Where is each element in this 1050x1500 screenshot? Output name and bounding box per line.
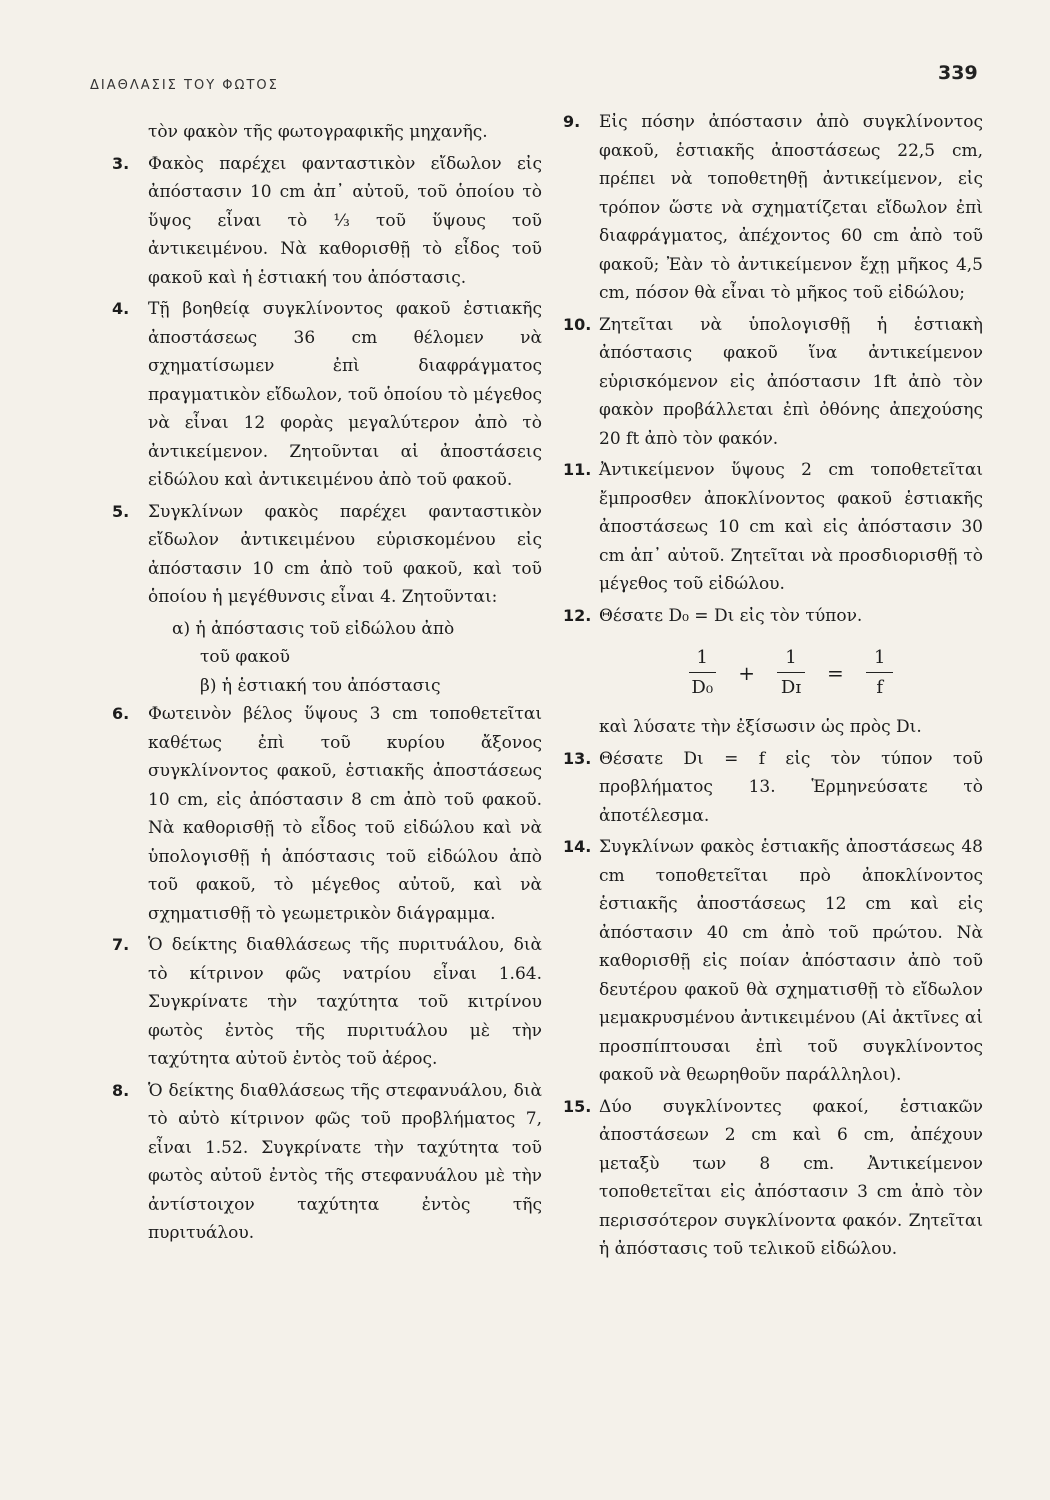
problem-text: Φακὸς παρέχει φανταστικὸν εἴδωλον εἰς ἀπόστασιν 10 cm ἀπ᾽ αὐτοῦ, τοῦ ὁποίου τὸ ὕψος εἶναι τὸ ⅓ τοῦ ὕψους τοῦ ἀντικειμένου. Νὰ καθορισθῇ τὸ εἶδος τοῦ φακοῦ καὶ ἡ ἑστιακή του ἀπόστασις. xyxy=(148,153,542,288)
left-column xyxy=(112,118,542,1251)
problem-number: 7. xyxy=(112,935,130,954)
fraction-numerator: 1 xyxy=(777,646,804,673)
problem-number: 12. xyxy=(563,605,592,625)
problem-6 xyxy=(112,700,542,928)
problem-continuation: τὸν φακὸν τῆς φωτογραφικῆς μηχανῆς. xyxy=(148,122,488,142)
problem-number: 13. xyxy=(563,748,592,768)
problem-10 xyxy=(563,311,983,454)
problem-11 xyxy=(563,456,983,599)
problem-15 xyxy=(563,1093,983,1264)
problem-9 xyxy=(563,108,983,308)
problem-text: Ὁ δείκτης διαθλάσεως τῆς στεφανυάλου, διὰ τὸ αὐτὸ κίτρινον φῶς τοῦ προβλήματος 7, εἶναι 1.52. Συγκρίνατε τὴν ταχύτητα τοῦ φωτὸς αὐτοῦ ἐντὸς τῆς στεφανυάλου μὲ τὴν ἀντίστοιχον ταχύτητα ἐντὸς τῆς πυριτυάλου. xyxy=(148,1080,542,1243)
fraction-numerator: 1 xyxy=(689,646,716,673)
problem-text: Δύο συγκλίνοντες φακοί, ἑστιακῶν ἀποστάσεων 2 cm καὶ 6 cm, ἀπέχουν μεταξὺ των 8 cm. Ἀντικείμενον τοποθετεῖται εἰς ἀπόστασιν 3 cm ἀπὸ τὸν περισσότερον συγκλίνοντα φακόν. Ζητεῖται ἡ ἀπόστασις τοῦ τελικοῦ εἰδώλου. xyxy=(599,1096,983,1259)
problem-14 xyxy=(563,833,983,1090)
problem-number: 4. xyxy=(112,299,130,318)
fraction-denominator: Dɪ xyxy=(780,677,802,698)
problem-text: Φωτεινὸν βέλος ὕψους 3 cm τοποθετεῖται καθέτως ἐπὶ τοῦ κυρίου ἄξονος συγκλίνοντος φακοῦ, ἑστιακῆς ἀποστάσεως 10 cm, εἰς ἀπόστασιν 8 cm ἀπὸ τοῦ φακοῦ. Νὰ καθορισθῇ τὸ εἶδος τοῦ εἰδώλου καὶ νὰ ὑπολογισθῇ ἡ ἀπόστασις τοῦ εἰδώλου ἀπὸ τοῦ φακοῦ, τὸ μέγεθος αὐτοῦ, καὶ νὰ σχηματισθῇ τὸ γεωμετρικὸν διάγραμμα. xyxy=(148,704,542,924)
problem-text: Θέσατε Dι = f εἰς τὸν τύπον τοῦ προβλήματος 13. Ἑρμηνεύσατε τὸ ἀποτέλεσμα. xyxy=(599,748,983,826)
fraction-numerator: 1 xyxy=(866,646,893,673)
fraction-denominator: D₀ xyxy=(691,677,714,698)
problem-text: Συγκλίνων φακὸς ἑστιακῆς ἀποστάσεως 48 cm τοποθετεῖται πρὸ ἀποκλίνοντος ἑστιακῆς ἀποστάσεως 12 cm καὶ εἰς ἀπόστασιν 40 cm ἀπὸ τοῦ πρώτου. Νὰ καθορισθῇ εἰς ποίαν ἀπόστασιν ἀπὸ τοῦ δευτέρου φακοῦ θὰ σχηματισθῇ τὸ εἴδωλον μεμακρυσμένου ἀντικειμένου (Αἱ ἀκτῖνες αἱ προσπίπτουσαι ἐπὶ τοῦ συγκλίνοντος φακοῦ νὰ θεωρηθοῦν παράλληλοι). xyxy=(599,837,983,1085)
problem-text: Ἀντικείμενον ὕψους 2 cm τοποθετεῖται ἔμπροσθεν ἀποκλίνοντος φακοῦ ἑστιακῆς ἀποστάσεως 10 cm καὶ εἰς ἀπόστασιν 30 cm ἀπ᾽ αὐτοῦ. Ζητεῖται νὰ προσδιορισθῇ τὸ μέγεθος τοῦ εἰδώλου. xyxy=(599,460,983,594)
problem-number: 3. xyxy=(112,153,130,173)
fraction-focal-length xyxy=(860,646,900,701)
problem-8 xyxy=(112,1077,542,1248)
problem-text: Ζητεῖται νὰ ὑπολογισθῇ ἡ ἑστιακὴ ἀπόστασις φακοῦ ἵνα ἀντικείμενον εὑρισκόμενον εἰς ἀπόστασιν 1ft ἀπὸ τὸν φακὸν προβάλλεται ἐπὶ ὀθόνης ἀπεχούσης 20 ft ἀπὸ τὸν φακόν. xyxy=(599,314,983,449)
problem-text: Θέσατε D₀ = Dι εἰς τὸν τύπον. xyxy=(599,605,863,626)
fraction-denominator: f xyxy=(876,677,884,698)
equals-sign: = xyxy=(827,661,844,686)
problem-number: 9. xyxy=(563,112,581,131)
plus-sign: + xyxy=(738,661,755,686)
problem-number: 8. xyxy=(112,1080,130,1100)
subitem-a: α) ἡ ἀπόστασις τοῦ εἰδώλου ἀπὸ xyxy=(172,618,455,639)
problem-text: Συγκλίνων φακὸς παρέχει φανταστικὸν εἴδωλον ἀντικειμένου εὑρισκομένου εἰς ἀπόστασιν 10 cm ἀπὸ τοῦ φακοῦ, καὶ τοῦ ὁποίου ἡ μεγέθυνσις εἶναι 4. Ζητοῦνται: xyxy=(148,501,542,607)
problem-4 xyxy=(112,295,542,495)
running-header: ΔΙΑΘΛΑΣΙΣ ΤΟΥ ΦΩΤΟΣ xyxy=(90,78,279,93)
page-number: 339 xyxy=(938,62,978,84)
problem-5 xyxy=(112,498,542,612)
problem-number: 15. xyxy=(563,1096,592,1116)
problem-7 xyxy=(112,931,542,1074)
fraction-image-distance xyxy=(771,646,811,701)
problem-12 xyxy=(563,602,983,631)
lens-formula xyxy=(599,646,983,701)
problem-number: 6. xyxy=(112,704,130,723)
problem-text: Τῇ βοηθείᾳ συγκλίνοντος φακοῦ ἑστιακῆς ἀποστάσεως 36 cm θέλομεν νὰ σχηματίσωμεν ἐπὶ διαφράγματος πραγματικὸν εἴδωλον, τοῦ ὁποίου τὸ μέγεθος νὰ εἶναι 12 φορὰς μεγαλύτερον ἀπὸ τὸ ἀντικείμενον. Ζητοῦνται αἱ ἀποστάσεις εἰδώλου καὶ ἀντικειμένου ἀπὸ τοῦ φακοῦ. xyxy=(148,299,542,490)
problem-3 xyxy=(112,150,542,293)
problem-number: 11. xyxy=(563,460,592,479)
problem-text: Ὁ δείκτης διαθλάσεως τῆς πυριτυάλου, διὰ τὸ κίτρινον φῶς νατρίου εἶναι 1.64. Συγκρίνατε τὴν ταχύτητα τοῦ κιτρίνου φωτὸς ἐντὸς τῆς πυριτυάλου μὲ τὴν ταχύτητα αὐτοῦ ἐντὸς τοῦ ἀέρος. xyxy=(148,935,542,1069)
subitem-b: β) ἡ ἑστιακή του ἀπόστασις xyxy=(200,675,441,696)
problem-13 xyxy=(563,745,983,831)
right-column xyxy=(563,108,983,1267)
problem-number: 10. xyxy=(563,314,592,334)
problem-text: Εἰς πόσην ἀπόστασιν ἀπὸ συγκλίνοντος φακοῦ, ἑστιακῆς ἀποστάσεως 22,5 cm, πρέπει νὰ τοποθετηθῇ ἀντικείμενον, εἰς τρόπον ὥστε νὰ σχηματίζεται εἴδωλον ἐπὶ διαφράγματος, ἀπέχοντος 60 cm ἀπὸ τοῦ φακοῦ; Ἐὰν τὸ ἀντικείμενον ἔχῃ μῆκος 4,5 cm, πόσον θὰ εἶναι τὸ μῆκος τοῦ εἰδώλου; xyxy=(599,112,983,303)
problem-number: 14. xyxy=(563,837,592,856)
problem-number: 5. xyxy=(112,501,130,521)
fraction-object-distance xyxy=(682,646,722,701)
subitem-a-cont: τοῦ φακοῦ xyxy=(200,647,290,667)
problem-12-continuation: καὶ λύσατε τὴν ἐξίσωσιν ὡς πρὸς Dι. xyxy=(599,717,922,737)
